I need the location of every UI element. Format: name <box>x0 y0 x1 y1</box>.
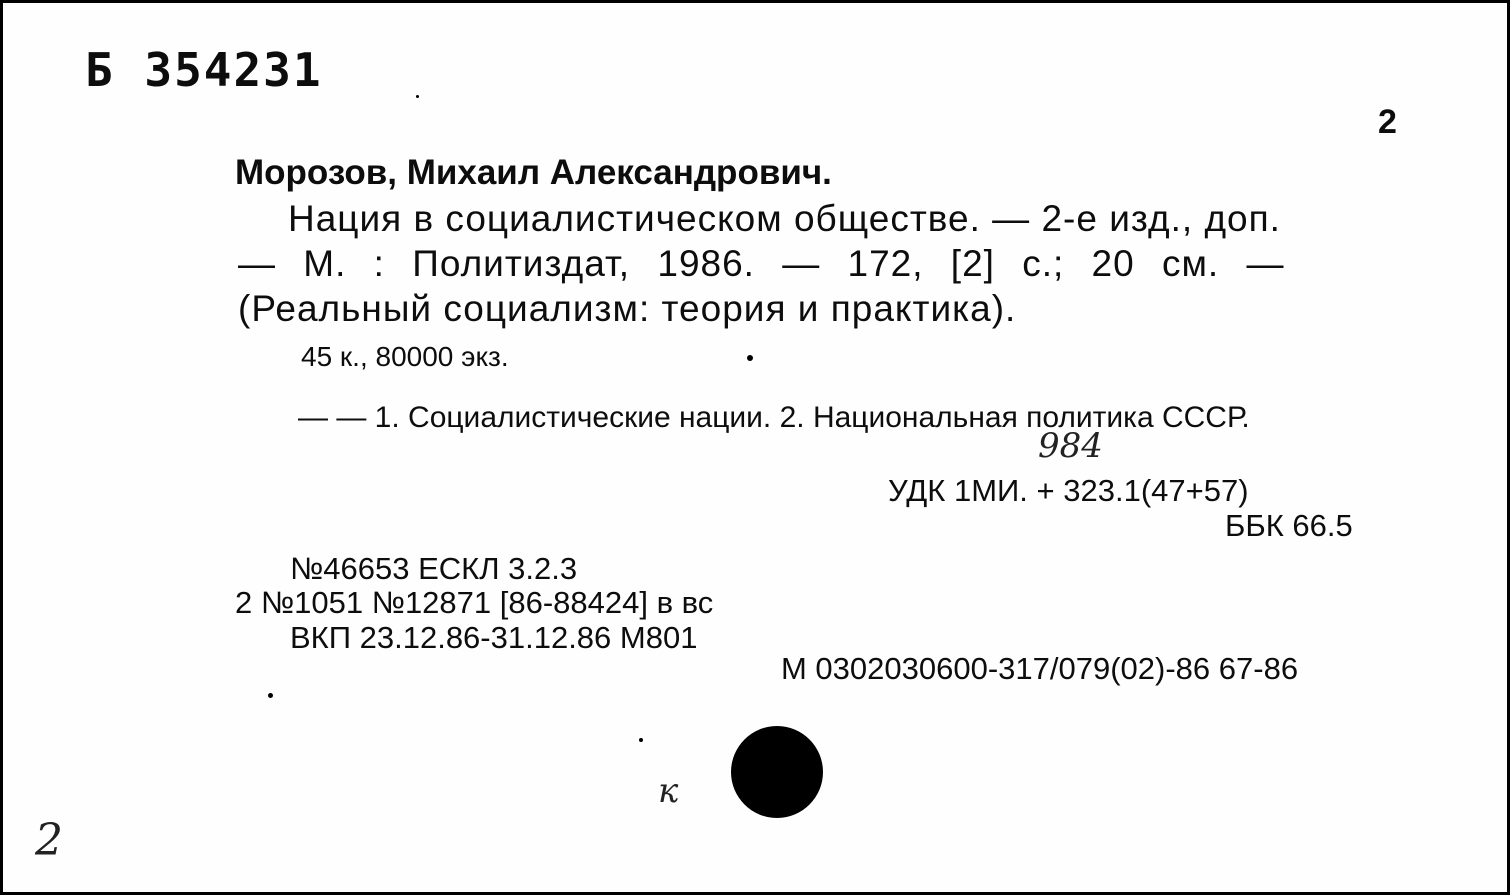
registration-line-3: ВКП 23.12.86-31.12.86 М801 <box>290 620 698 655</box>
handwritten-corner-mark: 2 <box>35 815 63 866</box>
publisher-code: М 0302030600-317/079(02)-86 67-86 <box>781 651 1299 686</box>
bbk-index: ББК 66.5 <box>1225 508 1353 543</box>
author-heading: Морозов, Михаил Александрович. <box>235 153 832 192</box>
title-line-3: (Реальный социализм: теория и практика). <box>238 288 1017 329</box>
registration-line-2: 2 №1051 №12871 [86-88424] в вс <box>235 585 714 620</box>
title-line-2: — М. : Политиздат, 1986. — 172, [2] с.; 20 см. — <box>238 243 1285 284</box>
handwritten-number: 984 <box>1038 426 1103 466</box>
title-line-1: Нация в социалистическом обществе. — 2-е изд., доп. <box>288 198 1281 239</box>
speck <box>747 355 753 361</box>
call-number: Б 354231 <box>85 43 323 97</box>
card-number: 2 <box>1378 103 1397 141</box>
price-print-run: 45 к., 80000 экз. <box>301 341 509 372</box>
handwritten-mark: к <box>658 771 679 811</box>
subject-headings: — — 1. Социалистические нации. 2. Национальная политика СССР. <box>298 401 1250 434</box>
speck <box>268 693 273 698</box>
punch-hole <box>731 726 823 818</box>
speck <box>639 738 643 742</box>
udk-index: УДК 1МИ. + 323.1(47+57) <box>888 473 1249 508</box>
registration-line-1: №46653 ЕСКЛ 3.2.3 <box>290 551 578 586</box>
speck <box>416 95 419 98</box>
